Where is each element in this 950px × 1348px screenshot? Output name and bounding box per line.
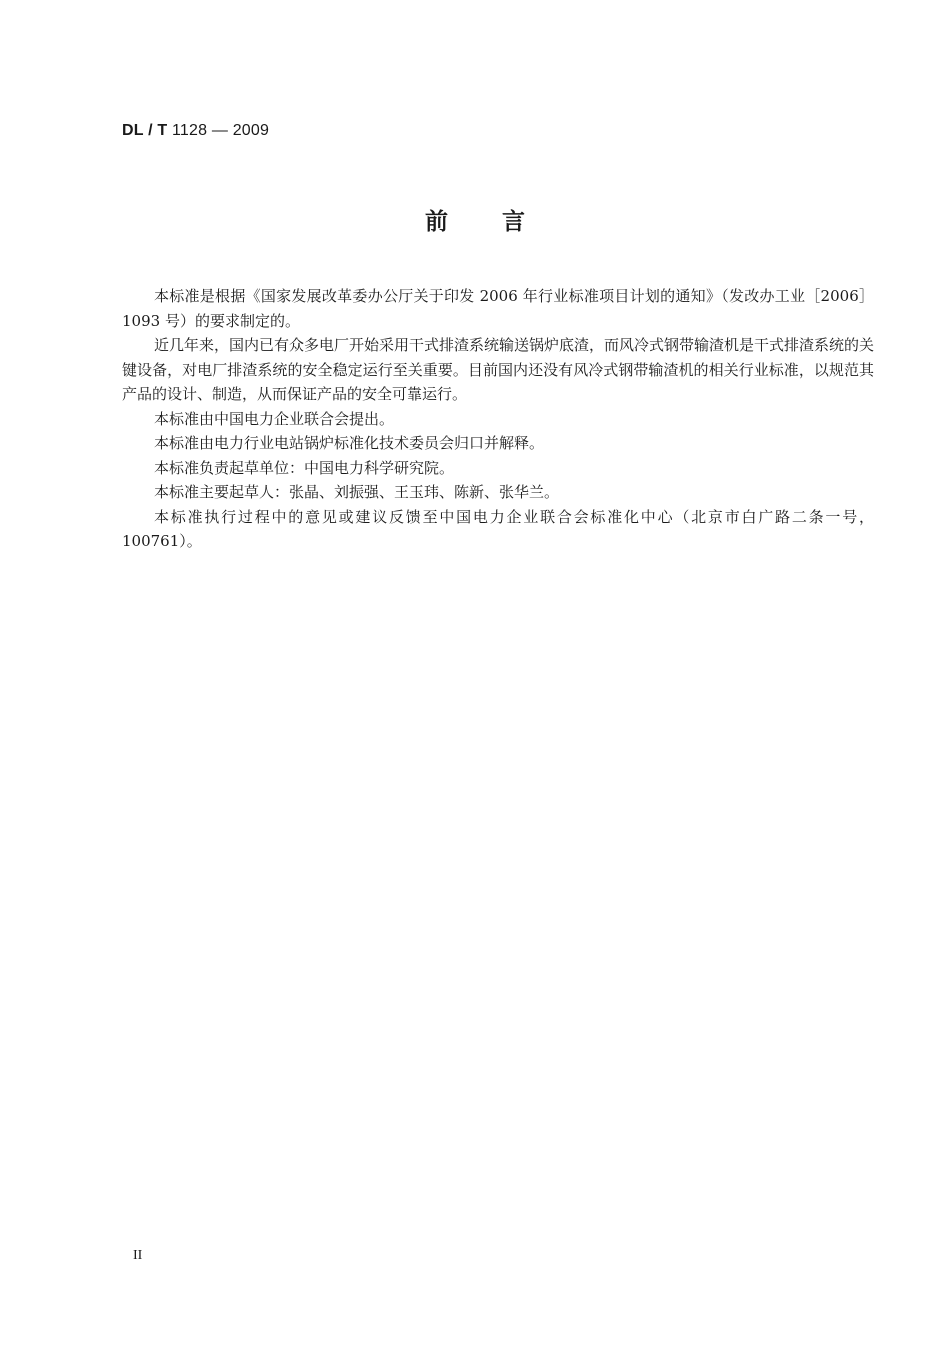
page-title: 前言	[425, 209, 579, 235]
paragraph-drafting-unit: 本标准负责起草单位：中国电力科学研究院。	[154, 458, 455, 477]
paragraph-basis: 本标准是根据《国家发展改革委办公厅关于印发 2006 年行业标准项目计划的通知》（发改办工业［2006］1093 号）的要求制定的。	[122, 287, 874, 330]
foreword-body	[122, 284, 874, 554]
standard-code-number: 1128 — 2009	[167, 122, 270, 139]
page-number: II	[133, 1248, 143, 1263]
paragraph-feedback: 本标准执行过程中的意见或建议反馈至中国电力企业联合会标准化中心（北京市白广路二条一号，100761）。	[122, 507, 874, 550]
standard-code-prefix: DL / T	[122, 122, 168, 139]
paragraph-drafters: 本标准主要起草人：张晶、刘振强、王玉玮、陈新、张华兰。	[154, 483, 560, 501]
paragraph-proposer: 本标准由中国电力企业联合会提出。	[154, 409, 395, 428]
paragraph-background: 近几年来，国内已有众多电厂开始采用干式排渣系统输送锅炉底渣，而风冷式钢带输渣机是干式排渣系统的关键设备，对电厂排渣系统的安全稳定运行至关重要。目前国内还没有风冷式钢带输渣机的相关行业标准，以规范其产品的设计、制造，从而保证产品的安全可靠运行。	[122, 336, 875, 403]
paragraph-committee: 本标准由电力行业电站锅炉标准化技术委员会归口并解释。	[154, 434, 545, 452]
standard-code	[122, 122, 269, 140]
